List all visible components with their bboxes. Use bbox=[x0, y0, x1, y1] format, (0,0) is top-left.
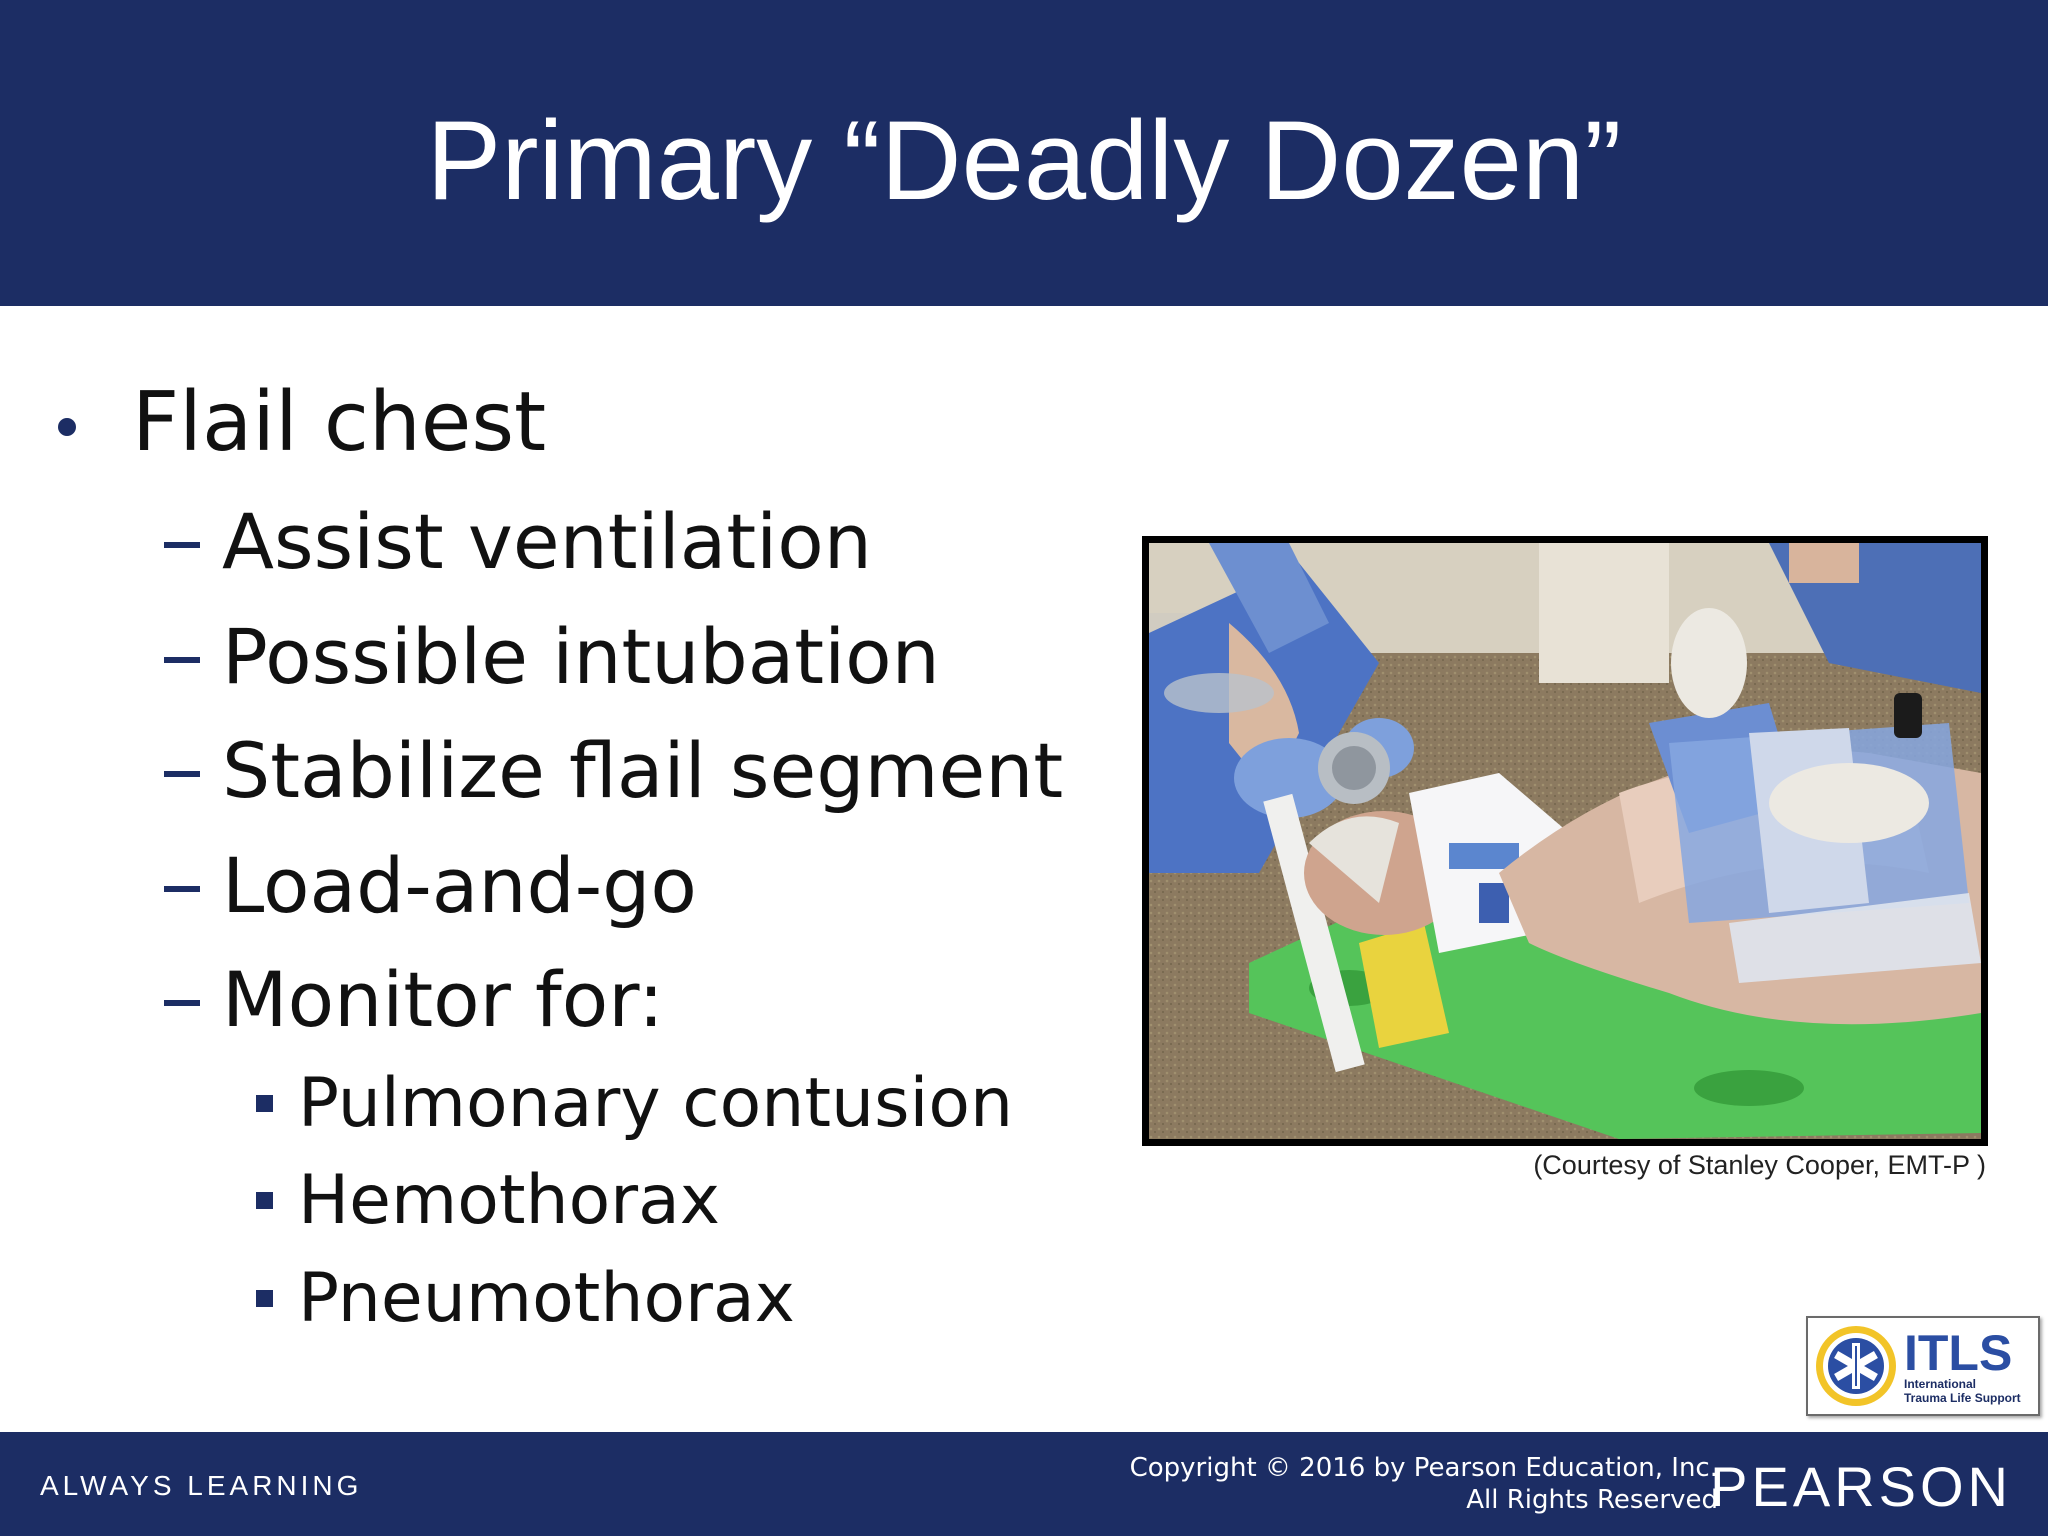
square-bullet-icon bbox=[256, 1095, 273, 1112]
itls-logo bbox=[1806, 1316, 2040, 1416]
dash-icon bbox=[164, 657, 200, 663]
sub-sub-bullet: Hemothorax bbox=[298, 1161, 721, 1240]
dash-icon bbox=[164, 1000, 200, 1006]
photo-caption: (Courtesy of Stanley Cooper, EMT-P ) bbox=[1533, 1150, 1986, 1180]
dash-icon bbox=[164, 886, 200, 892]
sub-bullet: Stabilize flail segment bbox=[222, 726, 1064, 815]
pearson-logo: PEARSON bbox=[1710, 1455, 2012, 1518]
square-bullet-icon bbox=[256, 1192, 273, 1209]
sub-bullet: Load-and-go bbox=[222, 841, 697, 930]
rights-line: All Rights Reserved bbox=[1466, 1485, 1718, 1515]
svg-text:International: International bbox=[1904, 1377, 1977, 1391]
sub-bullet: Monitor for: bbox=[222, 955, 664, 1044]
svg-text:ITLS: ITLS bbox=[1904, 1325, 2013, 1381]
svg-text:Trauma Life Support: Trauma Life Support bbox=[1904, 1391, 2021, 1405]
copyright-line: Copyright © 2016 by Pearson Education, Inc. bbox=[1129, 1453, 1718, 1483]
photo-flail-chest-treatment bbox=[1149, 543, 1981, 1139]
dash-icon bbox=[164, 771, 200, 777]
itls-star-of-life-icon bbox=[1808, 1318, 2038, 1414]
sub-sub-bullet: Pneumothorax bbox=[298, 1259, 795, 1338]
slide-title: Primary “Deadly Dozen” bbox=[426, 98, 1622, 223]
dash-icon bbox=[164, 542, 200, 548]
bullet-dot-icon bbox=[58, 418, 76, 436]
photo-frame bbox=[1142, 536, 1988, 1146]
sub-bullet: Possible intubation bbox=[222, 612, 940, 701]
sub-sub-bullet: Pulmonary contusion bbox=[298, 1064, 1014, 1143]
footer-tagline: ALWAYS LEARNING bbox=[40, 1470, 363, 1501]
sub-bullet: Assist ventilation bbox=[222, 497, 872, 586]
copyright bbox=[1130, 1452, 1718, 1516]
bullet-flail-chest: Flail chest bbox=[132, 375, 547, 470]
square-bullet-icon bbox=[256, 1290, 273, 1307]
